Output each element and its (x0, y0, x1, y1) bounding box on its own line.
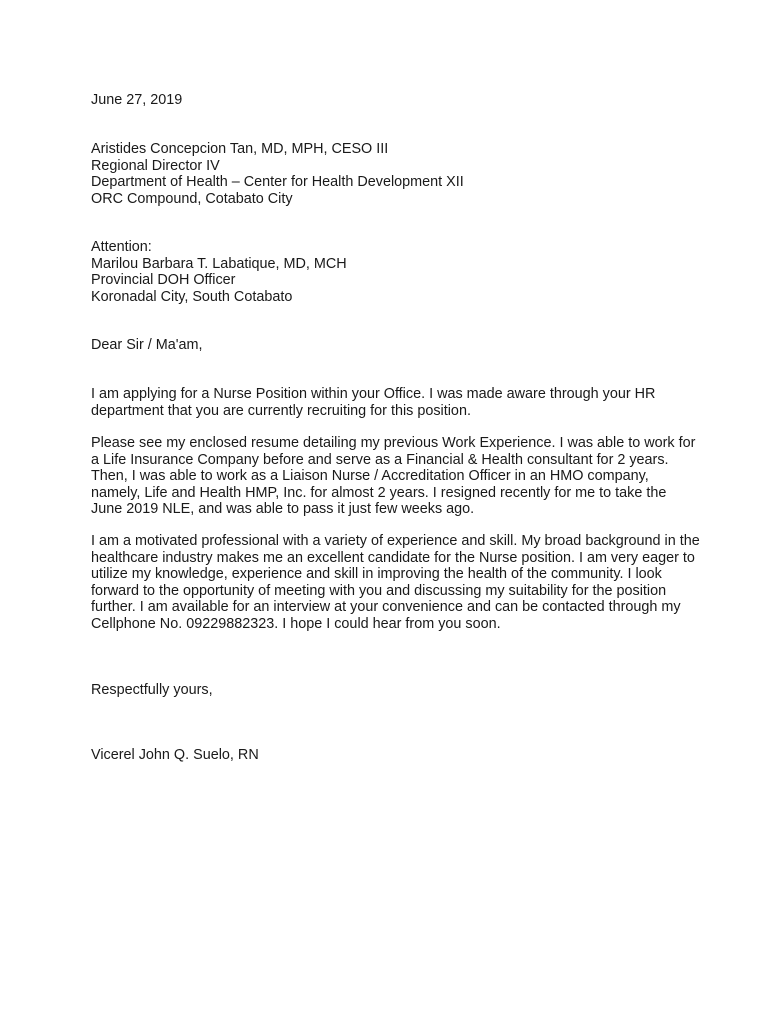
signature (91, 747, 691, 764)
attention-name: Marilou Barbara T. Labatique, MD, MCH (91, 255, 347, 272)
closing (91, 682, 691, 699)
attention-location: Koronadal City, South Cotabato (91, 288, 293, 305)
paragraph-line: Please see my enclosed resume detailing my previous Work Experience. I was able to work for (91, 435, 696, 451)
paragraph-line: utilize my knowledge, experience and skill in improving the health of the community. I look (91, 566, 662, 582)
attention-label: Attention: (91, 239, 152, 255)
recipient-location: ORC Compound, Cotabato City (91, 190, 293, 207)
attention-title: Provincial DOH Officer (91, 272, 236, 288)
paragraph-line: Cellphone No. 09229882323. I hope I could hear from you soon. (91, 615, 501, 632)
recipient-name: Aristides Concepcion Tan, MD, MPH, CESO III (91, 141, 389, 157)
paragraph-line: I am applying for a Nurse Position within your Office. I was made aware through your HR (91, 386, 656, 402)
paragraph-line: further. I am available for an interview at your convenience and can be contacted through my (91, 599, 681, 615)
paragraph-line: department that you are currently recruiting for this position. (91, 402, 471, 419)
salutation (91, 337, 691, 354)
paragraph-line: I am a motivated professional with a variety of experience and skill. My broad background in the (91, 533, 700, 549)
body-paragraph-2 (91, 435, 696, 518)
paragraph-line: namely, Life and Health HMP, Inc. for almost 2 years. I resigned recently for me to take the (91, 484, 667, 501)
recipient-title: Regional Director IV (91, 157, 220, 174)
recipient-address (91, 141, 691, 207)
paragraph-line: Then, I was able to work as a Liaison Nurse / Accreditation Officer in an HMO company, (91, 468, 649, 484)
paragraph-line: forward to the opportunity of meeting with you and discussing my suitability for the position (91, 582, 667, 599)
attention-block (91, 239, 691, 305)
salutation-text: Dear Sir / Ma'am, (91, 337, 203, 353)
letter-date (91, 92, 691, 109)
paragraph-line: healthcare industry makes me an excellent candidate for the Nurse position. I am very eager to (91, 549, 695, 566)
body-paragraph-3 (91, 533, 700, 632)
closing-text: Respectfully yours, (91, 682, 213, 698)
date-text: June 27, 2019 (91, 92, 183, 108)
paragraph-line: a Life Insurance Company before and serve as a Financial & Health consultant for 2 years. (91, 451, 669, 468)
body-paragraph-1 (91, 386, 691, 419)
paragraph-line: June 2019 NLE, and was able to pass it just few weeks ago. (91, 501, 475, 517)
signature-name: Vicerel John Q. Suelo, RN (91, 747, 259, 763)
recipient-organization: Department of Health – Center for Health Development XII (91, 174, 464, 190)
